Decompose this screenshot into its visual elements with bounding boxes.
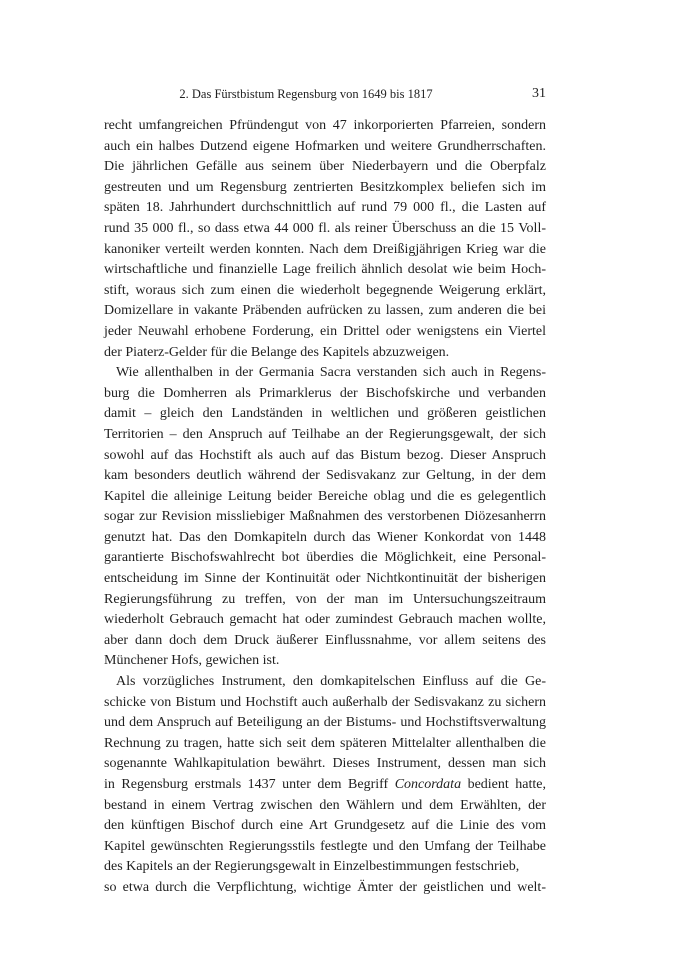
- text-line: sogenannte Wahlkapitulation bewährt. Dieses Instrument, dessen man sich: [104, 756, 546, 772]
- text-line: den künftigen Bischof durch eine Art Grundgesetz auf die Linie des vom: [104, 818, 546, 834]
- text-line: sowohl auf das Hochstift als auch auf das Bistum bezog. Dieser Anspruch: [104, 447, 546, 463]
- text-line: Kapitel gewünschten Regierungsstils festlegte und den Umfang der Teilhabe: [104, 838, 546, 854]
- body-text: [104, 116, 546, 899]
- text-line: sogar zur Revision missliebiger Maßnahmen des verstorbenen Diözesanherrn: [104, 509, 546, 525]
- text-line: rund 35 000 fl., so dass etwa 44 000 fl. als reiner Überschuss an die 15 Voll-: [104, 220, 546, 236]
- text-line: der Piaterz-Gelder für die Belange des Kapitels abzuzweigen.: [104, 344, 450, 360]
- text-line: recht umfangreichen Pfründengut von 47 inkorporierten Pfarreien, sondern: [104, 118, 546, 133]
- page-number: 31: [532, 86, 546, 101]
- running-head-title: 2. Das Fürstbistum Regensburg von 1649 bis 1817: [179, 87, 433, 101]
- text-line: schicke von Bistum und Hochstift auch außerhalb der Sedisvakanz zu sichern: [104, 694, 546, 710]
- text-line: bestand in einem Vertrag zwischen den Wählern und dem Erwählten, der: [104, 797, 546, 813]
- text-line: stift, woraus sich zum einen die wiederholt begegnende Weigerung erklärt,: [104, 282, 546, 298]
- text-line: so etwa durch die Verpflichtung, wichtige Ämter der geistlichen und welt-: [104, 879, 546, 895]
- text-line: Domizellare in vakante Präbenden aufrücken zu lassen, zum anderen die bei: [104, 303, 546, 319]
- text-line: Als vorzügliches Instrument, den domkapitelschen Einfluss auf die Ge-: [116, 674, 546, 690]
- text-line: kam besonders deutlich während der Sedisvakanz zur Geltung, in der dem: [104, 468, 546, 484]
- text-line: Münchener Hofs, gewichen ist.: [104, 653, 280, 669]
- text-line: Wie allenthalben in der Germania Sacra verstanden sich auch in Regens-: [116, 365, 546, 381]
- text-line: Territorien – den Anspruch auf Teilhabe an der Regierungsgewalt, der sich: [104, 426, 546, 442]
- text-line: garantierte Bischofswahlrecht bot überdies die Möglichkeit, eine Personal-: [104, 550, 546, 566]
- text-line: kanoniker verteilt werden konnten. Nach dem Dreißigjährigen Krieg war die: [104, 241, 546, 257]
- text-line: jeder Neuwahl erhobene Forderung, ein Drittel oder wenigstens ein Viertel: [104, 323, 546, 339]
- text-line: wiederholt Gebrauch gemacht hat oder zumindest Gebrauch machen wollte,: [104, 612, 546, 628]
- text-line: späten 18. Jahrhundert durchschnittlich auf rund 79 000 fl., die Lasten auf: [104, 200, 546, 216]
- text-line: burg die Domherren als Primarklerus der Bischofskirche und verbanden: [104, 385, 546, 401]
- text-line: entscheidung im Sinne der Kontinuität oder Nichtkontinuität der bisherigen: [104, 571, 546, 587]
- text-line: in Regensburg erstmals 1437 unter dem Begriff Concordata bedient hatte,: [104, 777, 546, 792]
- text-line: und dem Anspruch auf Beteiligung an der Bistums- und Hochstiftsverwaltung: [104, 715, 546, 731]
- text-line: Die jährlichen Gefälle aus seinem über Niederbayern und die Oberpfalz: [104, 159, 546, 175]
- text-line: auch ein halbes Dutzend eigene Hofmarken und weitere Grundherrschaften.: [104, 138, 546, 154]
- text-line: Kapitel die alleinige Leitung beider Bereiche oblag und die es gelegentlich: [104, 488, 546, 504]
- text-line: gestreuten und um Regensburg zentrierten Besitzkomplex beliefen sich im: [104, 179, 546, 195]
- running-head: [104, 84, 546, 104]
- text-line: des Kapitels an der Regierungsgewalt in Einzelbestimmungen festschrieb,: [104, 859, 520, 875]
- text-line: aber dann doch dem Druck äußerer Einflussnahme, vor allem seitens des: [104, 632, 546, 648]
- text-line: genutzt hat. Das den Domkapiteln durch das Wiener Konkordat von 1448: [104, 529, 546, 545]
- text-line: Regierungsführung zu treffen, von der man im Untersuchungszeitraum: [104, 591, 546, 607]
- text-line: Rechnung zu tragen, hatte sich seit dem späteren Mittelalter allenthalben die: [104, 735, 546, 751]
- text-line: wirtschaftliche und finanzielle Lage freilich ähnlich desolat wie beim Hoch-: [104, 262, 546, 278]
- text-line: damit – gleich den Landständen in weltlichen und größeren geistlichen: [104, 406, 546, 422]
